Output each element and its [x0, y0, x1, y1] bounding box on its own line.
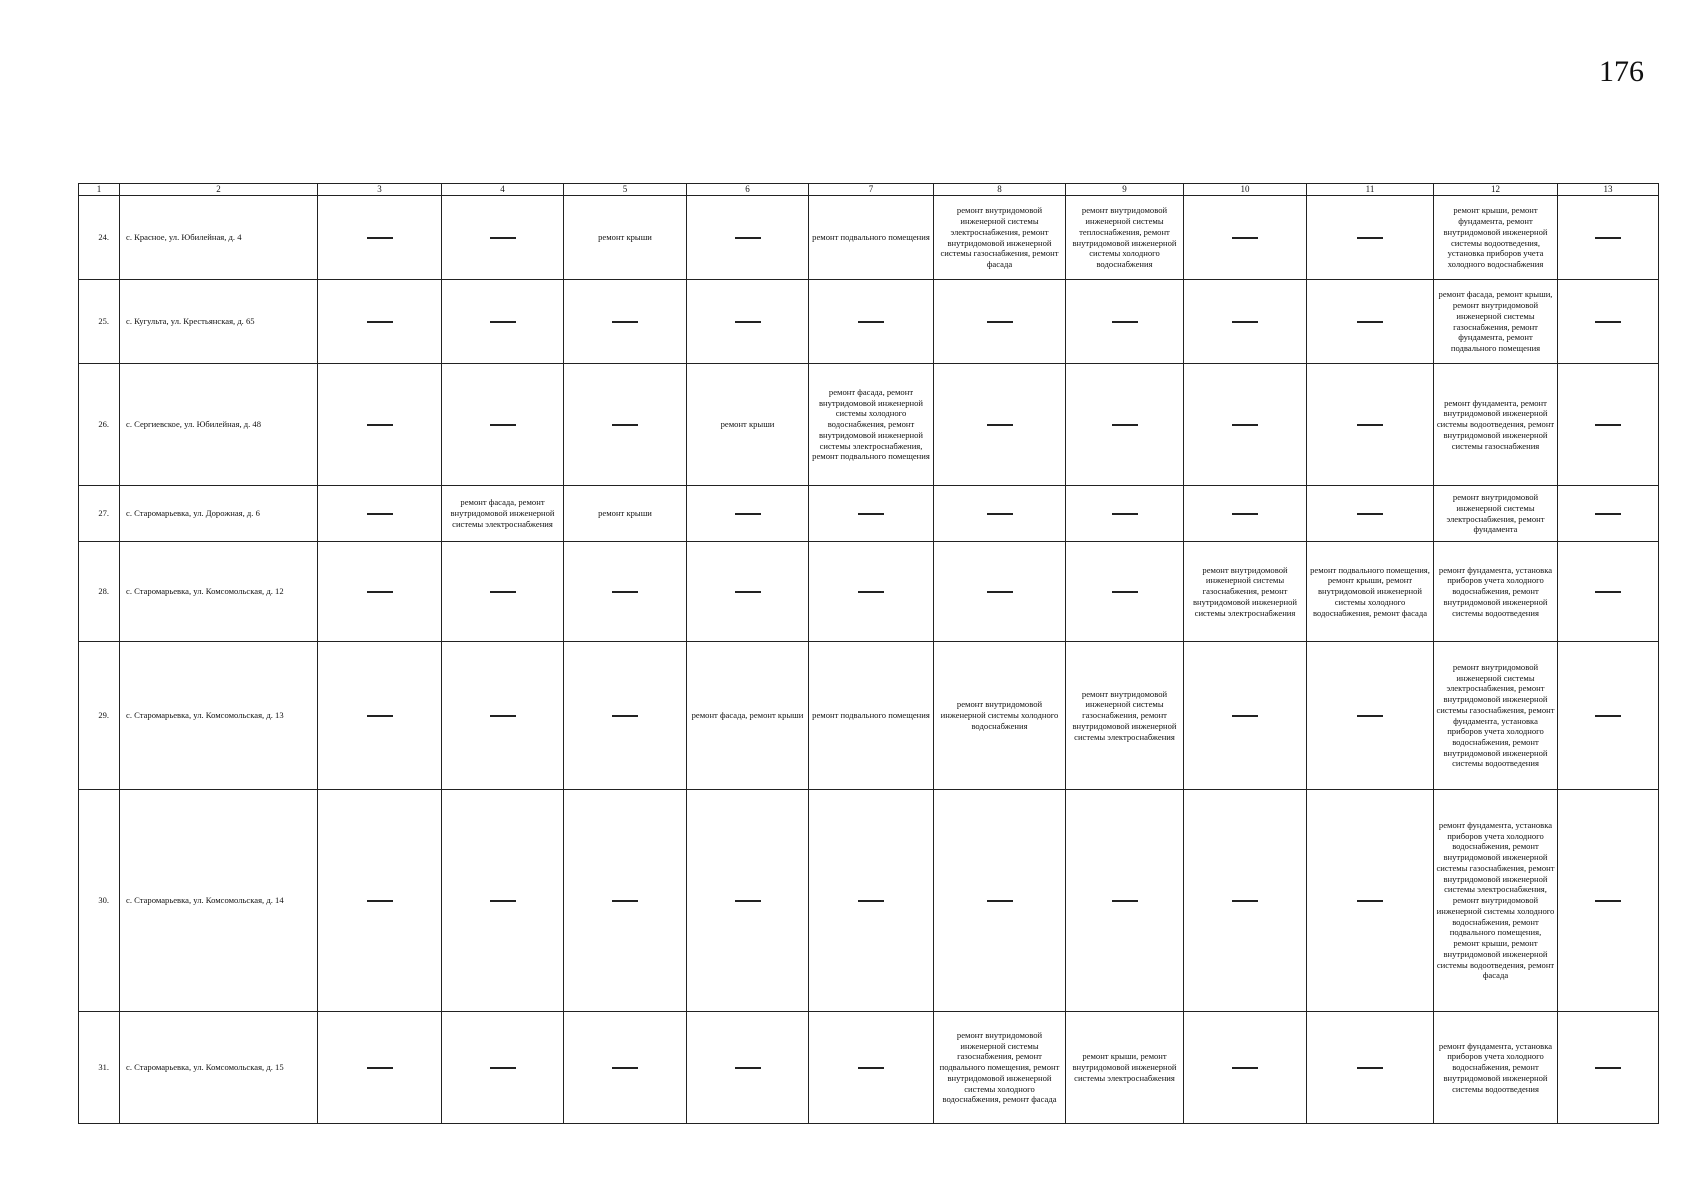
column-header: 13 — [1558, 184, 1659, 196]
work-description-cell: ремонт крыши, ремонт внутридомовой инженерной системы электроснабжения — [1066, 1012, 1184, 1124]
empty-dash-cell — [318, 542, 442, 642]
dash-mark — [367, 591, 393, 592]
dash-mark — [367, 900, 393, 901]
table-row — [79, 364, 1659, 486]
row-number: 28. — [79, 542, 120, 642]
dash-mark — [735, 900, 761, 901]
empty-dash-cell — [564, 542, 687, 642]
work-description-cell: ремонт внутридомовой инженерной системы электроснабжения, ремонт внутридомовой инженерной системы газоснабжения, ремонт фундамента, установка приборов учета холодного водоснабжения, ремонт внутридомовой инженерной системы водоотведения — [1434, 642, 1558, 790]
dash-mark — [1357, 321, 1383, 322]
dash-mark — [612, 321, 638, 322]
column-header: 12 — [1434, 184, 1558, 196]
empty-dash-cell — [1184, 642, 1307, 790]
empty-dash-cell — [318, 642, 442, 790]
column-header: 11 — [1307, 184, 1434, 196]
empty-dash-cell — [687, 486, 809, 542]
dash-mark — [490, 591, 516, 592]
dash-mark — [1357, 513, 1383, 514]
dash-mark — [1357, 237, 1383, 238]
dash-mark — [987, 424, 1013, 425]
column-header: 6 — [687, 184, 809, 196]
row-number: 24. — [79, 196, 120, 280]
empty-dash-cell — [687, 542, 809, 642]
empty-dash-cell — [1558, 1012, 1659, 1124]
empty-dash-cell — [1184, 790, 1307, 1012]
work-description-cell: ремонт подвального помещения — [809, 642, 934, 790]
empty-dash-cell — [564, 280, 687, 364]
dash-mark — [612, 424, 638, 425]
empty-dash-cell — [1184, 364, 1307, 486]
empty-dash-cell — [934, 486, 1066, 542]
empty-dash-cell — [564, 790, 687, 1012]
row-number: 25. — [79, 280, 120, 364]
work-description-cell: ремонт внутридомовой инженерной системы электроснабжения, ремонт фундамента — [1434, 486, 1558, 542]
table-row — [79, 642, 1659, 790]
empty-dash-cell — [687, 790, 809, 1012]
address-cell: с. Кугульта, ул. Крестьянская, д. 65 — [120, 280, 318, 364]
empty-dash-cell — [687, 196, 809, 280]
empty-dash-cell — [318, 790, 442, 1012]
row-number: 30. — [79, 790, 120, 1012]
empty-dash-cell — [1066, 790, 1184, 1012]
empty-dash-cell — [1307, 364, 1434, 486]
empty-dash-cell — [564, 364, 687, 486]
dash-mark — [987, 513, 1013, 514]
empty-dash-cell — [318, 364, 442, 486]
dash-mark — [1357, 1067, 1383, 1068]
empty-dash-cell — [934, 790, 1066, 1012]
empty-dash-cell — [934, 542, 1066, 642]
dash-mark — [735, 321, 761, 322]
empty-dash-cell — [1184, 486, 1307, 542]
empty-dash-cell — [564, 642, 687, 790]
empty-dash-cell — [1307, 196, 1434, 280]
address-cell: с. Сергиевское, ул. Юбилейная, д. 48 — [120, 364, 318, 486]
work-description-cell: ремонт фундамента, установка приборов учета холодного водоснабжения, ремонт внутридомовой инженерной системы газоснабжения, ремонт внутридомовой инженерной системы электроснабжения, ремонт внутридомовой инженерной системы холодного водоснабжения, ремонт подвального помещения, ремонт крыши, ремонт внутридомовой инженерной системы водоотведения, ремонт фасада — [1434, 790, 1558, 1012]
column-header: 3 — [318, 184, 442, 196]
work-description-cell: ремонт фундамента, установка приборов учета холодного водоснабжения, ремонт внутридомовой инженерной системы водоотведения — [1434, 542, 1558, 642]
dash-mark — [1595, 900, 1621, 901]
work-description-cell: ремонт крыши — [564, 196, 687, 280]
dash-mark — [490, 237, 516, 238]
empty-dash-cell — [442, 642, 564, 790]
empty-dash-cell — [1184, 280, 1307, 364]
work-description-cell: ремонт внутридомовой инженерной системы газоснабжения, ремонт внутридомовой инженерной системы электроснабжения — [1066, 642, 1184, 790]
dash-mark — [367, 237, 393, 238]
dash-mark — [858, 513, 884, 514]
table-row — [79, 790, 1659, 1012]
empty-dash-cell — [442, 196, 564, 280]
address-cell: с. Старомарьевка, ул. Комсомольская, д. 14 — [120, 790, 318, 1012]
empty-dash-cell — [809, 486, 934, 542]
column-header: 1 — [79, 184, 120, 196]
empty-dash-cell — [1066, 280, 1184, 364]
work-description-cell: ремонт крыши — [687, 364, 809, 486]
dash-mark — [490, 321, 516, 322]
empty-dash-cell — [1558, 486, 1659, 542]
dash-mark — [1595, 715, 1621, 716]
empty-dash-cell — [1066, 364, 1184, 486]
repair-schedule-table — [78, 183, 1659, 1124]
column-header: 2 — [120, 184, 318, 196]
work-description-cell: ремонт фундамента, ремонт внутридомовой инженерной системы водоотведения, ремонт внутридомовой инженерной системы газоснабжения — [1434, 364, 1558, 486]
table-row — [79, 486, 1659, 542]
empty-dash-cell — [1558, 790, 1659, 1012]
empty-dash-cell — [1558, 542, 1659, 642]
dash-mark — [1232, 715, 1258, 716]
empty-dash-cell — [1066, 542, 1184, 642]
column-header: 9 — [1066, 184, 1184, 196]
work-description-cell: ремонт подвального помещения — [809, 196, 934, 280]
dash-mark — [1232, 900, 1258, 901]
empty-dash-cell — [1558, 642, 1659, 790]
address-cell: с. Старомарьевка, ул. Дорожная, д. 6 — [120, 486, 318, 542]
dash-mark — [858, 900, 884, 901]
address-cell: с. Красное, ул. Юбилейная, д. 4 — [120, 196, 318, 280]
column-header: 5 — [564, 184, 687, 196]
dash-mark — [367, 1067, 393, 1068]
empty-dash-cell — [318, 280, 442, 364]
dash-mark — [490, 715, 516, 716]
empty-dash-cell — [1307, 280, 1434, 364]
work-description-cell: ремонт внутридомовой инженерной системы газоснабжения, ремонт внутридомовой инженерной системы электроснабжения — [1184, 542, 1307, 642]
empty-dash-cell — [687, 280, 809, 364]
empty-dash-cell — [1558, 196, 1659, 280]
empty-dash-cell — [1307, 1012, 1434, 1124]
empty-dash-cell — [1066, 486, 1184, 542]
table-row — [79, 280, 1659, 364]
dash-mark — [1112, 900, 1138, 901]
empty-dash-cell — [809, 1012, 934, 1124]
dash-mark — [490, 900, 516, 901]
dash-mark — [1595, 321, 1621, 322]
empty-dash-cell — [934, 280, 1066, 364]
dash-mark — [1595, 237, 1621, 238]
empty-dash-cell — [1184, 196, 1307, 280]
column-header: 7 — [809, 184, 934, 196]
dash-mark — [735, 1067, 761, 1068]
dash-mark — [612, 1067, 638, 1068]
work-description-cell: ремонт внутридомовой инженерной системы газоснабжения, ремонт подвального помещения, ремонт внутридомовой инженерной системы холодного водоснабжения, ремонт фасада — [934, 1012, 1066, 1124]
dash-mark — [1595, 1067, 1621, 1068]
dash-mark — [1232, 1067, 1258, 1068]
dash-mark — [367, 424, 393, 425]
empty-dash-cell — [1307, 486, 1434, 542]
column-header: 8 — [934, 184, 1066, 196]
dash-mark — [735, 237, 761, 238]
table-row — [79, 542, 1659, 642]
dash-mark — [612, 715, 638, 716]
empty-dash-cell — [318, 1012, 442, 1124]
empty-dash-cell — [1184, 1012, 1307, 1124]
work-description-cell: ремонт внутридомовой инженерной системы теплоснабжения, ремонт внутридомовой инженерной системы холодного водоснабжения — [1066, 196, 1184, 280]
dash-mark — [987, 321, 1013, 322]
dash-mark — [367, 321, 393, 322]
empty-dash-cell — [1558, 280, 1659, 364]
empty-dash-cell — [442, 1012, 564, 1124]
empty-dash-cell — [809, 280, 934, 364]
dash-mark — [987, 591, 1013, 592]
dash-mark — [1112, 321, 1138, 322]
dash-mark — [858, 591, 884, 592]
work-description-cell: ремонт крыши, ремонт фундамента, ремонт внутридомовой инженерной системы водоотведения, установка приборов учета холодного водоснабжения — [1434, 196, 1558, 280]
empty-dash-cell — [318, 196, 442, 280]
dash-mark — [1357, 424, 1383, 425]
address-cell: с. Старомарьевка, ул. Комсомольская, д. 12 — [120, 542, 318, 642]
address-cell: с. Старомарьевка, ул. Комсомольская, д. 13 — [120, 642, 318, 790]
dash-mark — [735, 513, 761, 514]
empty-dash-cell — [564, 1012, 687, 1124]
dash-mark — [735, 591, 761, 592]
work-description-cell: ремонт фасада, ремонт внутридомовой инженерной системы холодного водоснабжения, ремонт внутридомовой инженерной системы электроснабжения, ремонт подвального помещения — [809, 364, 934, 486]
column-number-row — [79, 184, 1659, 196]
address-cell: с. Старомарьевка, ул. Комсомольская, д. 15 — [120, 1012, 318, 1124]
dash-mark — [1595, 591, 1621, 592]
empty-dash-cell — [442, 364, 564, 486]
work-description-cell: ремонт подвального помещения, ремонт крыши, ремонт внутридомовой инженерной системы холодного водоснабжения, ремонт фасада — [1307, 542, 1434, 642]
dash-mark — [367, 513, 393, 514]
empty-dash-cell — [809, 790, 934, 1012]
dash-mark — [612, 591, 638, 592]
dash-mark — [1595, 513, 1621, 514]
column-header: 10 — [1184, 184, 1307, 196]
work-description-cell: ремонт фасада, ремонт крыши — [687, 642, 809, 790]
dash-mark — [1232, 513, 1258, 514]
dash-mark — [490, 424, 516, 425]
dash-mark — [1595, 424, 1621, 425]
dash-mark — [1232, 424, 1258, 425]
dash-mark — [1112, 424, 1138, 425]
row-number: 29. — [79, 642, 120, 790]
empty-dash-cell — [809, 542, 934, 642]
empty-dash-cell — [1307, 642, 1434, 790]
dash-mark — [1357, 715, 1383, 716]
dash-mark — [490, 1067, 516, 1068]
empty-dash-cell — [1307, 790, 1434, 1012]
table-row — [79, 1012, 1659, 1124]
dash-mark — [612, 900, 638, 901]
work-description-cell: ремонт внутридомовой инженерной системы холодного водоснабжения — [934, 642, 1066, 790]
dash-mark — [858, 321, 884, 322]
dash-mark — [1232, 321, 1258, 322]
empty-dash-cell — [1558, 364, 1659, 486]
empty-dash-cell — [934, 364, 1066, 486]
dash-mark — [1357, 900, 1383, 901]
empty-dash-cell — [318, 486, 442, 542]
page-number: 176 — [1599, 55, 1644, 88]
work-description-cell: ремонт крыши — [564, 486, 687, 542]
dash-mark — [1112, 513, 1138, 514]
row-number: 26. — [79, 364, 120, 486]
empty-dash-cell — [687, 1012, 809, 1124]
work-description-cell: ремонт фундамента, установка приборов учета холодного водоснабжения, ремонт внутридомовой инженерной системы водоотведения — [1434, 1012, 1558, 1124]
row-number: 27. — [79, 486, 120, 542]
work-description-cell: ремонт внутридомовой инженерной системы электроснабжения, ремонт внутридомовой инженерной системы газоснабжения, ремонт фасада — [934, 196, 1066, 280]
dash-mark — [987, 900, 1013, 901]
work-description-cell: ремонт фасада, ремонт крыши, ремонт внутридомовой инженерной системы газоснабжения, ремонт фундамента, ремонт подвального помещения — [1434, 280, 1558, 364]
row-number: 31. — [79, 1012, 120, 1124]
empty-dash-cell — [442, 280, 564, 364]
table-row — [79, 196, 1659, 280]
dash-mark — [367, 715, 393, 716]
empty-dash-cell — [442, 542, 564, 642]
dash-mark — [1112, 591, 1138, 592]
dash-mark — [1232, 237, 1258, 238]
column-header: 4 — [442, 184, 564, 196]
work-description-cell: ремонт фасада, ремонт внутридомовой инженерной системы электроснабжения — [442, 486, 564, 542]
dash-mark — [858, 1067, 884, 1068]
empty-dash-cell — [442, 790, 564, 1012]
